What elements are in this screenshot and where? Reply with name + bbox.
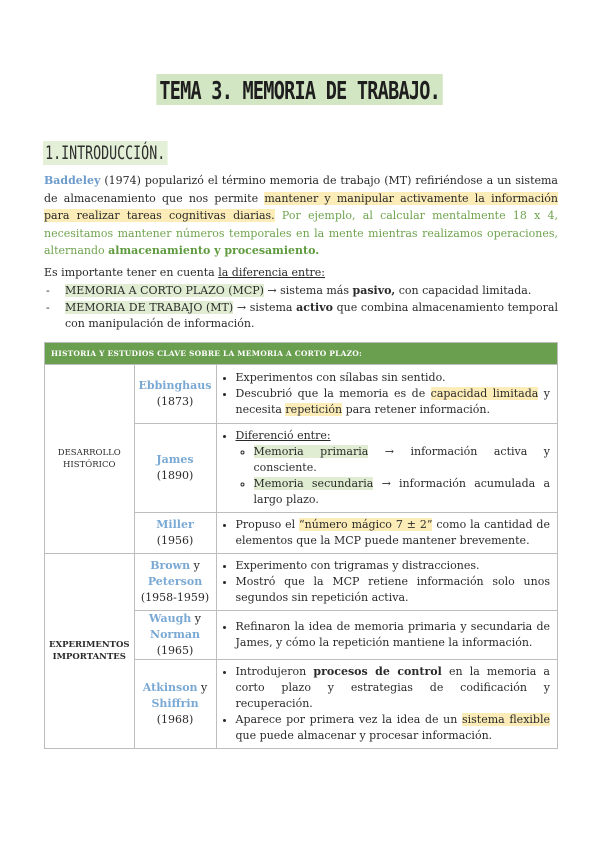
author-cell	[134, 424, 216, 513]
text: y necesita	[235, 387, 550, 416]
table-header: HISTORIA Y ESTUDIOS CLAVE SOBRE LA MEMORIA A CORTO PLAZO:	[45, 343, 558, 365]
page-title: TEMA 3. MEMORIA DE TRABAJO.	[157, 74, 444, 105]
intro-example-bold: almacenamiento y procesamiento.	[108, 244, 320, 258]
list-item: • Experimento con trigramas y distracciones.	[236, 558, 550, 574]
section-heading-text: 1.INTRODUCCIÓN.	[43, 141, 167, 165]
author-name: Peterson	[147, 575, 203, 588]
dash-marker: -	[46, 284, 50, 297]
list-item: • Experimentos con sílabas sin sentido.	[236, 370, 550, 386]
text: → información acumulada a largo plazo.	[253, 477, 551, 506]
highlight: Memoria primaria	[253, 445, 369, 458]
list-item: • Refinaron la idea de memoria primaria y secundaria de James, y cómo la repetición mantiene la información.	[236, 619, 550, 651]
category-historical: DESARROLLO HISTÓRICO	[45, 365, 135, 554]
description-cell	[216, 554, 557, 611]
text: que puede almacenar y procesar información.	[235, 729, 493, 742]
text: Propuso el	[235, 518, 300, 531]
author-year: (1965)	[156, 644, 194, 657]
title-block	[0, 74, 600, 105]
author-cell	[134, 554, 216, 611]
description-cell	[216, 660, 557, 749]
intro-paragraph	[44, 172, 558, 260]
author-name: Atkinson	[142, 681, 198, 694]
author-year: (1968)	[156, 713, 194, 726]
conjunction: y	[190, 559, 200, 572]
author-cell	[134, 365, 216, 424]
table-row	[45, 365, 558, 424]
mt-bold: activo	[296, 301, 333, 314]
author-cell	[134, 660, 216, 749]
sub-list-item	[254, 476, 550, 508]
author-name: Ebbinghaus	[138, 379, 212, 392]
author-name: Waugh	[149, 612, 192, 625]
text: Descubrió que la memoria es de	[235, 387, 431, 400]
text: para retener información.	[342, 403, 490, 416]
section-heading	[43, 141, 221, 165]
author-year: (1958-1959)	[140, 591, 210, 604]
list-item	[236, 664, 550, 712]
author-name: Norman	[150, 628, 200, 641]
text: como la cantidad de elementos que la MCP puede mantener brevemente.	[235, 518, 550, 547]
author-name: Brown	[150, 559, 191, 572]
intro-example-text: Por ejemplo, al calcular mentalmente 18 x 4, necesitamos mantener números temporales en la mente mientras realizamos operaciones, alternando	[44, 209, 559, 258]
description-cell	[216, 365, 557, 424]
text: Introdujeron	[235, 665, 314, 678]
description-cell	[216, 424, 557, 513]
highlight: capacidad limitada	[430, 387, 539, 400]
author-name: Miller	[156, 518, 194, 531]
difference-lead	[44, 264, 558, 282]
text: en la memoria a corto plazo y estrategias de codificación y recuperación.	[235, 665, 550, 710]
author-name: Baddeley	[44, 174, 101, 187]
author-year: (1956)	[156, 534, 194, 547]
mt-label: MEMORIA DE TRABAJO (MT)	[65, 301, 234, 314]
history-table	[44, 342, 558, 749]
mt-text: → sistema	[233, 301, 297, 314]
bold-text: procesos de control	[313, 665, 442, 678]
text: → información activa y consciente.	[253, 445, 550, 474]
list-item: • Mostró que la MCP retiene información solo unos segundos sin repetición activa.	[236, 574, 550, 606]
sub-list-item	[254, 444, 550, 476]
mcp-label: MEMORIA A CORTO PLAZO (MCP)	[65, 284, 264, 297]
difference-lead-underline: la diferencia entre:	[218, 266, 326, 279]
highlight: sistema flexible	[461, 713, 550, 726]
highlight: repetición	[285, 403, 343, 416]
difference-lead-text: Es importante tener en cuenta	[44, 266, 219, 279]
list-item	[236, 517, 550, 549]
author-year: (1873)	[156, 395, 194, 408]
author-name: James	[156, 453, 194, 466]
intro-text: (1974) popularizó el término memoria de trabajo (MT) refiriéndose a un sistema de almacenamiento que nos permite	[44, 174, 558, 205]
description-cell	[216, 513, 557, 554]
text: Diferenció entre:	[235, 429, 331, 442]
highlight: “número mágico 7 ± 2”	[299, 518, 433, 531]
bullet-mcp	[44, 283, 558, 299]
author-name: Shiffrin	[151, 697, 199, 710]
mcp-bold: pasivo,	[352, 284, 396, 297]
table-row	[45, 554, 558, 611]
mcp-text: → sistema más	[263, 284, 353, 297]
highlight: Memoria secundaria	[253, 477, 374, 490]
list-item	[236, 428, 550, 508]
dash-marker: -	[46, 301, 50, 314]
author-year: (1890)	[156, 469, 194, 482]
list-item	[236, 712, 550, 744]
mcp-text-end: con capacidad limitada.	[395, 284, 532, 297]
text: Aparece por primera vez la idea de un	[235, 713, 462, 726]
bullet-mt	[44, 300, 558, 332]
conjunction: y	[191, 612, 201, 625]
conjunction: y	[197, 681, 208, 694]
intro-highlight: mantener y manipular activamente la información para realizar tareas cognitivas diarias.	[44, 191, 558, 223]
description-cell	[216, 611, 557, 660]
author-cell	[134, 513, 216, 554]
category-experiments: EXPERIMENTOS IMPORTANTES	[45, 554, 135, 749]
list-item	[236, 386, 550, 418]
mt-text-end: que combina almacenamiento temporal con manipulación de información.	[65, 301, 558, 330]
author-cell	[134, 611, 216, 660]
